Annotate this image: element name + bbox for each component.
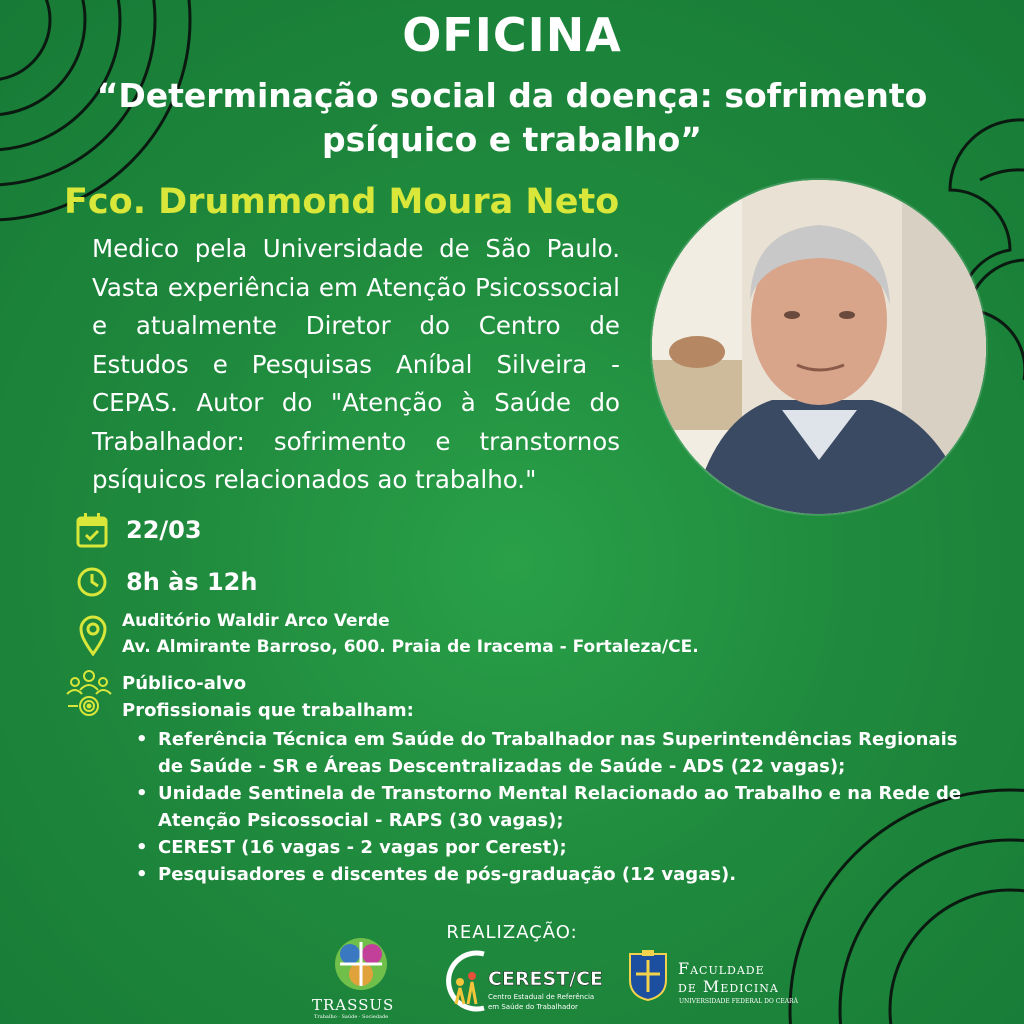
bio-line: e atualmente Diretor do Centro de — [92, 311, 620, 340]
cerest-logo-icon — [436, 948, 490, 1014]
time-row — [76, 566, 257, 598]
workshop-subtitle — [40, 74, 984, 162]
date-row — [76, 512, 202, 548]
target-audience-icon — [64, 668, 114, 718]
audience-intro: Profissionais que trabalham: — [122, 700, 414, 721]
audience-heading: Público-alvo — [122, 673, 247, 694]
audience-header — [122, 670, 414, 724]
list-item — [132, 726, 1012, 780]
trassus-tagline: Trabalho · Saúde · Sociedade — [314, 1014, 389, 1020]
subtitle-line-2: psíquico e trabalho” — [322, 120, 702, 159]
trassus-name: TRASSUS — [312, 996, 395, 1014]
speaker-portrait — [652, 180, 986, 514]
list-item — [132, 861, 1012, 888]
cerest-tagline-2: em Saúde do Trabalhador — [488, 1003, 578, 1011]
trassus-logo-icon — [330, 934, 392, 994]
list-item-text: • Pesquisadores e discentes de pós-graduação (12 vagas). — [158, 864, 737, 885]
faculdade-university: UNIVERSIDADE FEDERAL DO CEARÁ — [679, 998, 798, 1005]
speaker-bio — [92, 230, 620, 500]
event-location — [122, 608, 699, 660]
subtitle-line-1: “Determinação social da doença: sofrimento — [96, 76, 928, 115]
event-date: 22/03 — [126, 516, 202, 544]
organizers-label: REALIZAÇÃO: — [446, 922, 578, 943]
bio-line: Trabalhador: sofrimento e transtornos — [92, 426, 620, 456]
bio-line: Estudos e Pesquisas Aníbal Silveira - — [92, 349, 620, 379]
list-item-text: • Unidade Sentinela de Transtorno Mental Relacionado ao Trabalho e na Rede de — [158, 783, 962, 804]
faculdade-name — [678, 960, 779, 996]
cerest-name: CEREST/CE — [488, 968, 604, 990]
faculdade-line-1: Faculdade — [678, 959, 765, 978]
bio-line: psíquicos relacionados ao trabalho." — [92, 465, 537, 494]
list-item — [132, 780, 1012, 834]
calendar-icon — [76, 512, 108, 548]
venue-address: Av. Almirante Barroso, 600. Praia de Iracema - Fortaleza/CE. — [122, 637, 699, 657]
list-item-text: • CEREST (16 vagas - 2 vagas por Cerest); — [158, 837, 567, 858]
list-item-text: • Referência Técnica em Saúde do Trabalhador nas Superintendências Regionais — [158, 729, 958, 750]
list-item-text: Atenção Psicossocial - RAPS (30 vagas); — [158, 810, 564, 831]
list-item — [132, 834, 1012, 861]
faculdade-line-2: de Medicina — [678, 977, 779, 996]
audience-list — [132, 726, 1012, 888]
venue-name: Auditório Waldir Arco Verde — [122, 611, 390, 631]
speaker-photo — [652, 180, 986, 514]
event-time: 8h às 12h — [126, 568, 258, 596]
bio-line: Vasta experiência em Atenção Psicossocial — [92, 272, 620, 302]
bio-line: Medico pela Universidade de São Paulo. — [92, 234, 620, 263]
ufc-coat-of-arms-icon — [628, 950, 668, 1002]
cerest-tagline-1: Centro Estadual de Referência — [488, 993, 595, 1001]
page-title: OFICINA — [402, 8, 622, 62]
location-pin-icon — [78, 614, 108, 656]
speaker-name: Fco. Drummond Moura Neto — [64, 182, 620, 222]
list-item-text: de Saúde - SR e Áreas Descentralizadas de Saúde - ADS (22 vagas); — [158, 756, 846, 777]
bio-line: CEPAS. Autor do "Atenção à Saúde do — [92, 388, 620, 417]
clock-icon — [76, 566, 108, 598]
